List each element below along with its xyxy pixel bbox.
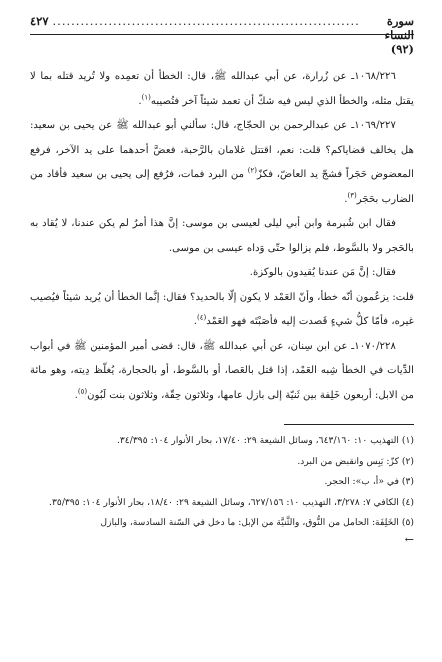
text-paragraph: قلت: يزعُمون أنّه خطأ، وأنّ العَمْد لا يكون إلّا بالحديد؟ فقال: إنَّما الخطأ أن يُريد شيئاً فيُصيب غيره، فأمّا كلُّ شيءٍ قَصدت إليه فأصَبْتَه فهو العَمْد$^{(٤)}$. (30, 291, 414, 327)
footnote-ref[interactable]: (٥) (77, 387, 88, 396)
footnote-divider (284, 424, 414, 425)
hadith-paragraph: ١٠٧٠/٢٢٨ـ عن ابن سِنان، عن أبي عبدالله ﷺ، قال: قضى أمير المؤمنين ﷺ في أبواب الدِّيات في الخطأ شِبه العَمْد، إذا قتل بالعَصا، أو بالسَّوط، أو بالحجارة، يُغلّظ دِيته، وهو مائة من الابل: أربعون خَلِفة بين ثَنيّة إلى بازل عامها، وثلاثون حِقّة، وثلاثون بنت لَبُون$^{(٥)}$. (30, 340, 414, 401)
page-number: ٤٢٧ (30, 14, 49, 28)
header-leader-dots: .................................................................. (52, 14, 360, 28)
document-page (30, 14, 414, 654)
page-header (30, 14, 414, 56)
footnotes-section (30, 431, 414, 546)
footnote-item: (٣) في «أ، ب»: الحجر. (324, 476, 414, 487)
text-paragraph: فقال: إنَّ مَن عندنا يُقيدون بالوكزة. (249, 267, 396, 278)
footnote-item: (٢) كزّ: يَبِس وانقبض من البرد. (297, 455, 414, 467)
hadith-paragraph: ١٠٦٩/٢٢٧ـ عن عبدالرحمن بن الحجّاج، قال: سألني أبو عبدالله ﷺ عن يحيى بن سعيد: هل يخالف قضاياكم؟ قلت: نعم، اقتتل غلامان بالرَّحبة، فعضَّ أحدهما على يد الآخر، فرفع المعضوض حَجَراً فشجّ يد العاضّ، فكزّ$^{(٢)}$ من البرد فمات، فرُفع إلى يحيى بن سعيد فأقاد من الضارب بحَجَر$^{(٣)}$. (30, 120, 414, 205)
chapter-title: سورة النساء (٩٢) (384, 14, 414, 56)
footnote-ref[interactable]: (٢) (247, 166, 257, 175)
footnote-item: (٥) الخَلِفَة: الحامل من النُّوق، والثَّنيَّة من الإبل: ما دخل في السّنة السادسة، والبازل (100, 517, 414, 528)
hadith-paragraph: ١٠٦٨/٢٢٦ـ عن زُرارة، عن أبي عبدالله ﷺ، قال: الخطأ أن تعمِده ولا تُريد قتله بما لا يقتل مثله، والخطأ الذي ليس فيه شكّ أن تعمد شيئاً آخر فتُصيبه$^{(١)}$. (30, 71, 414, 107)
main-text (30, 65, 414, 408)
continuation-arrow-icon: ← (404, 532, 414, 546)
footnote-ref[interactable]: (١) (141, 93, 151, 102)
footnote-item: (٤) الكافي ٧: ٣/٢٧٨، التهذيب ١٠: ٦٢٧/١٥٦، وسائل الشيعة ٢٩: ١٨/٤٠، بحار الأنوار ١٠٤: ٣٥/٣٩٥. (49, 496, 414, 508)
footnote-item: (١) التهذيب ١٠: ٦٤٣/١٦٠، وسائل الشيعة ٢٩: ١٧/٤٠، بحار الأنوار ١٠٤: ٣٤/٣٩٥. (116, 435, 414, 446)
text-paragraph: فقال ابن شُبرمة وابن أبي ليلى لعيسى بن موسى: إنَّ هذا أمرٌ لم يكن عندنا، لا يُقاد به بالحَجر ولا بالسَّوط، فلم يزالوا حتّى وَداه عيسى بن موسى. (30, 218, 414, 254)
footnote-ref[interactable]: (٤) (197, 313, 207, 322)
footnote-ref[interactable]: (٣) (347, 191, 357, 200)
